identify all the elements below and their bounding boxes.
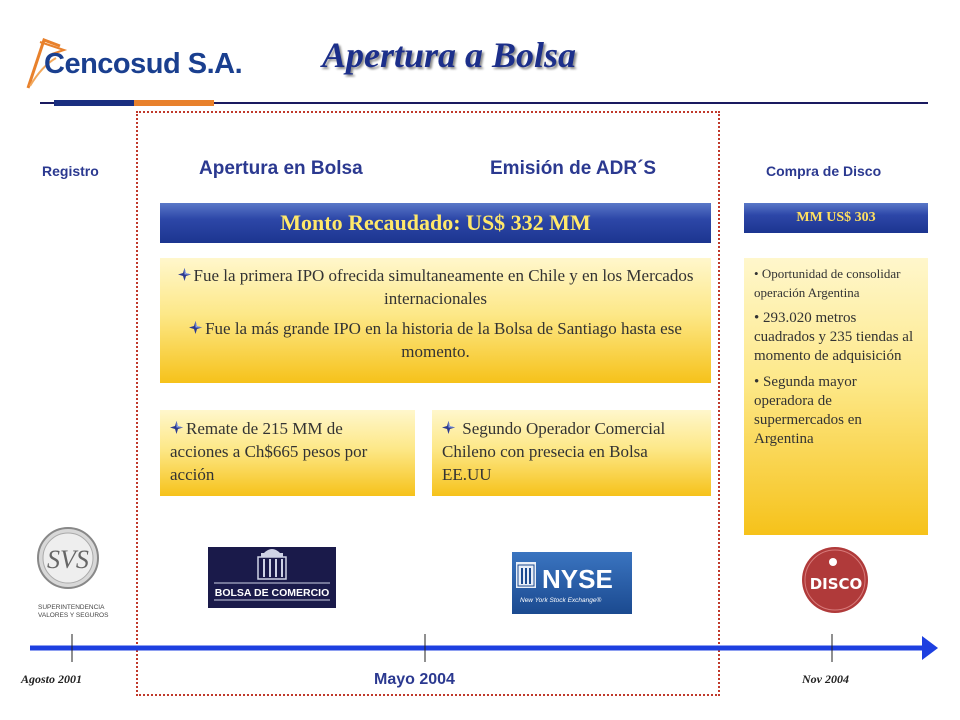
nyse-logo: [512, 552, 632, 614]
monto-recaudado-banner: Monto Recaudado: US$ 332 MM: [160, 203, 711, 243]
svs-logo: [22, 524, 122, 624]
page-title: Apertura a Bolsa: [322, 35, 577, 75]
company-logo-text: Cencosud S.A.: [44, 48, 243, 80]
disco-facts-box: [744, 258, 928, 535]
heading-registro: Registro: [42, 163, 99, 179]
date-nov-2004: Nov 2004: [802, 672, 849, 686]
nyse-mark: [512, 552, 632, 614]
disco-amount-banner: MM US$ 303: [744, 203, 928, 233]
heading-emision-adr: Emisión de ADR´S: [490, 158, 657, 179]
nyse-logo-subtext: New York Stock Exchange®: [520, 597, 602, 604]
disco-bullet-1-text: Oportunidad de consolidar operación Argentina: [754, 266, 901, 300]
segundo-operador-text: Segundo Operador Comercial Chileno con presecia en Bolsa EE.UU: [442, 419, 666, 484]
star-bullet-icon: [189, 321, 202, 334]
heading-compra-disco: Compra de Disco: [766, 163, 882, 179]
bolsa-de-comercio-logo: [208, 547, 336, 608]
svs-logo-letters: SVS: [47, 545, 89, 574]
segundo-operador-box: [432, 410, 711, 496]
star-bullet-icon: [442, 421, 455, 434]
heading-apertura-en-bolsa: Apertura en Bolsa: [199, 158, 363, 179]
header-rule-accent-orange: [134, 100, 214, 106]
remate-text: Remate de 215 MM de acciones a Ch$665 pesos por acción: [170, 419, 368, 484]
star-bullet-icon: [178, 268, 191, 281]
ipo-bullet-2: [170, 317, 701, 363]
remate-box: [160, 410, 415, 496]
building-icon: [208, 547, 336, 608]
disco-bullet-2-text: 293.020 metros cuadrados y 235 tiendas al momento de adquisición: [754, 310, 914, 364]
disco-logo: [800, 545, 870, 615]
star-bullet-icon: [170, 421, 183, 434]
header-rule-accent-navy: [54, 100, 134, 106]
ipo-bullet-1-text: Fue la primera IPO ofrecida simultaneamente en Chile y en los Mercados internacionales: [193, 266, 694, 308]
disco-bullet-3-text: Segunda mayor operadora de supermercados en Argentina: [754, 374, 862, 447]
nyse-logo-text: NYSE: [542, 564, 613, 594]
disco-logo-text: DISCO: [809, 575, 863, 593]
date-agosto-2001: Agosto 2001: [21, 672, 83, 686]
disco-bullet-3: • Segunda mayor operadora de supermercados en Argentina: [754, 374, 862, 447]
bolsa-logo-text: BOLSA DE COMERCIO: [214, 587, 330, 599]
ipo-bullet-2-text: Fue la más grande IPO en la historia de la Bolsa de Santiago hasta ese momento.: [205, 319, 682, 361]
timeline-arrow: [30, 632, 940, 662]
svs-logo-line1: SUPERINTENDENCIA: [38, 604, 105, 611]
ipo-bullet-1: [170, 264, 701, 310]
ipo-facts-box: [160, 258, 711, 383]
disco-bullet-1: • Oportunidad de consolidar operación Argentina: [754, 266, 901, 300]
disco-bullet-2: • 293.020 metros cuadrados y 235 tiendas al momento de adquisición: [754, 310, 914, 364]
svs-logo-line2: VALORES Y SEGUROS: [38, 612, 109, 619]
date-mayo-2004: Mayo 2004: [374, 671, 455, 688]
ipo-period-frame: [136, 111, 720, 696]
